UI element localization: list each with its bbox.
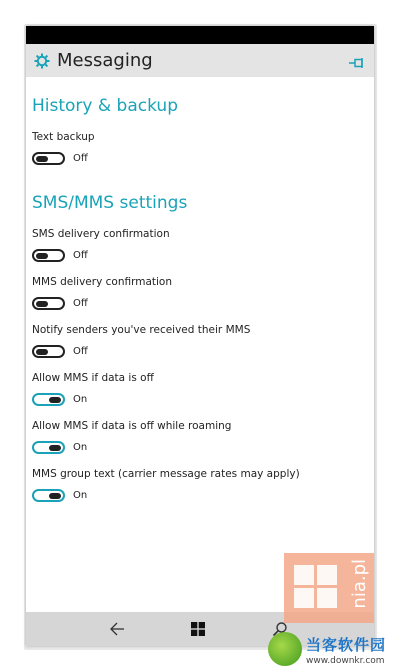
toggle-state-label: Off bbox=[73, 250, 88, 261]
app-header bbox=[26, 44, 374, 77]
setting-label: SMS delivery confirmation bbox=[32, 228, 170, 240]
setting-label: MMS delivery confirmation bbox=[32, 276, 172, 288]
windows-logo-icon[interactable] bbox=[190, 621, 206, 637]
site-logo bbox=[268, 626, 403, 672]
setting-notify-senders-mms bbox=[32, 323, 368, 358]
page-title: Messaging bbox=[57, 50, 153, 71]
allow-mms-data-off-toggle[interactable] bbox=[32, 393, 65, 406]
toggle-state-label: On bbox=[73, 490, 88, 501]
toggle-state-label: Off bbox=[73, 153, 88, 164]
setting-label: Text backup bbox=[32, 131, 95, 143]
pin-icon[interactable] bbox=[348, 54, 366, 66]
setting-allow-mms-data-off bbox=[32, 371, 368, 406]
setting-allow-mms-roaming bbox=[32, 419, 368, 454]
setting-label: Allow MMS if data is off bbox=[32, 372, 154, 384]
watermark-overlay bbox=[284, 553, 374, 623]
status-bar bbox=[26, 26, 374, 44]
site-name: 当客软件园 bbox=[306, 636, 387, 654]
toggle-state-label: On bbox=[73, 442, 88, 453]
sms-delivery-confirmation-toggle[interactable] bbox=[32, 249, 65, 262]
gear-icon bbox=[34, 53, 50, 69]
setting-label: Allow MMS if data is off while roaming bbox=[32, 420, 232, 432]
site-logo-icon bbox=[268, 632, 302, 666]
section-title-sms-mms-settings: SMS/MMS settings bbox=[32, 193, 188, 213]
toggle-state-label: Off bbox=[73, 346, 88, 357]
setting-sms-delivery-confirmation bbox=[32, 227, 368, 262]
setting-text-backup bbox=[32, 130, 368, 165]
setting-mms-delivery-confirmation bbox=[32, 275, 368, 310]
text-backup-toggle[interactable] bbox=[32, 152, 65, 165]
notify-senders-mms-toggle[interactable] bbox=[32, 345, 65, 358]
mms-group-text-toggle[interactable] bbox=[32, 489, 65, 502]
watermark-windows-logo-icon bbox=[294, 565, 338, 609]
section-title-history-backup: History & backup bbox=[32, 96, 178, 116]
allow-mms-roaming-toggle[interactable] bbox=[32, 441, 65, 454]
settings-content bbox=[26, 95, 374, 502]
toggle-state-label: Off bbox=[73, 298, 88, 309]
site-url: www.downkr.com bbox=[306, 656, 385, 666]
back-arrow-icon[interactable] bbox=[109, 621, 125, 637]
setting-mms-group-text bbox=[32, 467, 368, 502]
setting-label: Notify senders you've received their MMS bbox=[32, 324, 251, 336]
watermark-text: nia.pl bbox=[349, 559, 370, 609]
mms-delivery-confirmation-toggle[interactable] bbox=[32, 297, 65, 310]
setting-label: MMS group text (carrier message rates may apply) bbox=[32, 468, 300, 480]
toggle-state-label: On bbox=[73, 394, 88, 405]
